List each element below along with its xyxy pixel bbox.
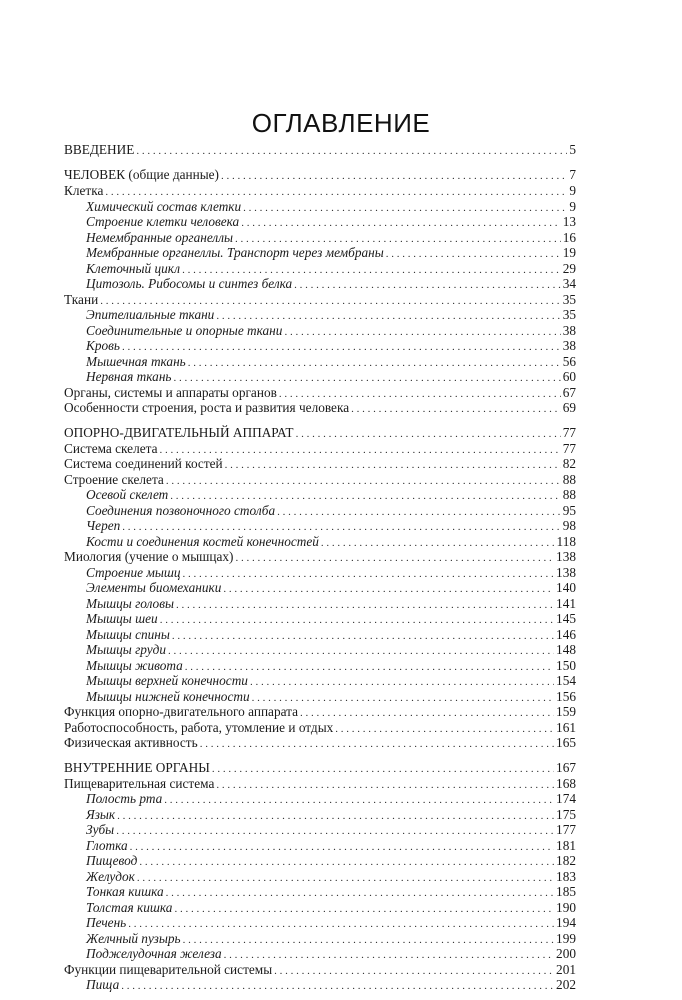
toc-leader-dots — [351, 400, 561, 417]
toc-leader-dots — [122, 518, 560, 535]
toc-page-number: 56 — [562, 354, 576, 369]
toc-page-number: 202 — [556, 977, 576, 992]
toc-subentry[interactable] — [86, 503, 576, 519]
toc-page-number: 35 — [562, 292, 576, 307]
toc-leader-dots — [166, 884, 554, 901]
toc-entry[interactable] — [64, 400, 576, 416]
toc-page-number: 88 — [562, 487, 576, 502]
toc-entry-title: Эпителиальные ткани — [86, 307, 215, 322]
toc-page-number: 16 — [562, 230, 576, 245]
toc-entry-title: Нервная ткань — [86, 369, 172, 384]
toc-entry[interactable] — [64, 142, 576, 158]
toc-entry[interactable] — [64, 735, 576, 751]
toc-entry[interactable] — [64, 425, 576, 441]
toc-entry-title: Функция опорно-двигательного аппарата — [64, 704, 299, 719]
toc-subentry[interactable] — [86, 596, 576, 612]
toc-leader-dots — [122, 338, 561, 355]
toc-entry-title: Желудок — [86, 869, 135, 884]
toc-leader-dots — [225, 456, 561, 473]
toc-page-number: 140 — [556, 580, 576, 595]
toc-entry-title: Кровь — [86, 338, 120, 353]
toc-subentry[interactable] — [86, 323, 576, 339]
toc-entry[interactable] — [64, 167, 576, 183]
toc-entry[interactable] — [64, 704, 576, 720]
toc-entry-title: Пища — [86, 977, 120, 992]
toc-page-number: 77 — [562, 441, 576, 456]
toc-entry-title: Строение скелета — [64, 472, 164, 487]
toc-entry-title: Система соединений костей — [64, 456, 223, 471]
toc-subentry[interactable] — [86, 869, 576, 885]
toc-subentry[interactable] — [86, 673, 576, 689]
toc-subentry[interactable] — [86, 261, 576, 277]
toc-subentry[interactable] — [86, 565, 576, 581]
toc-subentry[interactable] — [86, 580, 576, 596]
toc-entry-title: Мышцы шеи — [86, 611, 158, 626]
toc-leader-dots — [160, 611, 554, 628]
toc-page-number: 156 — [556, 689, 576, 704]
toc-page-number: 38 — [562, 338, 576, 353]
toc-leader-dots — [223, 580, 554, 597]
toc-entry-title: Клеточный цикл — [86, 261, 181, 276]
toc-entry-title: ВВЕДЕНИЕ — [64, 142, 135, 157]
toc-page-number: 183 — [556, 869, 576, 884]
toc-entry-title: Система скелета — [64, 441, 158, 456]
toc-leader-dots — [221, 167, 567, 184]
toc-entry-title: Строение клетки человека — [86, 214, 240, 229]
toc-entry-title: Желчный пузырь — [86, 931, 181, 946]
toc-page-number: 167 — [556, 760, 576, 775]
toc-entry-title: Немембранные органеллы — [86, 230, 234, 245]
toc-subentry[interactable] — [86, 627, 576, 643]
toc-entry-title: Тонкая кишка — [86, 884, 164, 899]
toc-page-number: 182 — [556, 853, 576, 868]
toc-subentry[interactable] — [86, 791, 576, 807]
toc-page-number: 88 — [562, 472, 576, 487]
toc-subentry[interactable] — [86, 611, 576, 627]
toc-entry-title: Органы, системы и аппараты органов — [64, 385, 277, 400]
toc-page-number: 181 — [556, 838, 576, 853]
toc-entry-title: Функции пищеварительной системы — [64, 962, 273, 977]
toc-page-number: 9 — [569, 199, 576, 214]
toc-entry[interactable] — [64, 292, 576, 308]
toc-page-number: 13 — [562, 214, 576, 229]
toc-entry[interactable] — [64, 385, 576, 401]
toc-leader-dots — [164, 791, 554, 808]
toc-entry-title: Глотка — [86, 838, 128, 853]
toc-page-number: 175 — [556, 807, 576, 822]
toc-page-number: 148 — [556, 642, 576, 657]
toc-leader-dots — [300, 704, 554, 721]
toc-page-number: 159 — [556, 704, 576, 719]
toc-leader-dots — [212, 760, 554, 777]
toc-page-number: 145 — [556, 611, 576, 626]
toc-subentry[interactable] — [86, 354, 576, 370]
toc-page-number: 98 — [562, 518, 576, 533]
toc-page-number: 35 — [562, 307, 576, 322]
toc-subentry[interactable] — [86, 689, 576, 705]
toc-leader-dots — [173, 369, 560, 386]
toc-entry-title: Ткани — [64, 292, 99, 307]
toc-subentry[interactable] — [86, 276, 576, 292]
toc-entry-title: Соединения позвоночного столба — [86, 503, 276, 518]
toc-entry-title: Миология (учение о мышцах) — [64, 549, 234, 564]
toc-leader-dots — [136, 142, 567, 159]
toc-entry[interactable] — [64, 776, 576, 792]
toc-leader-dots — [224, 946, 554, 963]
toc-subentry[interactable] — [86, 214, 576, 230]
toc-leader-dots — [105, 183, 567, 200]
toc-leader-dots — [200, 735, 554, 752]
toc-subentry[interactable] — [86, 307, 576, 323]
toc-page-number: 177 — [556, 822, 576, 837]
toc-page-number: 168 — [556, 776, 576, 791]
toc-entry[interactable] — [64, 962, 576, 978]
toc-page-number: 60 — [562, 369, 576, 384]
toc-entry-title: Пищевод — [86, 853, 138, 868]
toc-page-number: 174 — [556, 791, 576, 806]
toc-subentry[interactable] — [86, 487, 576, 503]
toc-leader-dots — [250, 673, 554, 690]
toc-page-number: 165 — [556, 735, 576, 750]
toc-entry-title: Язык — [86, 807, 116, 822]
toc-subentry[interactable] — [86, 822, 576, 838]
toc-entry-title: Зубы — [86, 822, 115, 837]
toc-leader-dots — [116, 822, 554, 839]
toc-page-number: 146 — [556, 627, 576, 642]
toc-page-number: 199 — [556, 931, 576, 946]
toc-entry-title: Клетка — [64, 183, 104, 198]
toc-page-number: 150 — [556, 658, 576, 673]
page-title: ОГЛАВЛЕНИЕ — [251, 108, 431, 138]
toc-leader-dots — [170, 487, 560, 504]
toc-entry-title: Полость рта — [86, 791, 163, 806]
toc-entry[interactable] — [64, 549, 576, 565]
toc-subentry[interactable] — [86, 534, 576, 550]
toc-entry-title: Пищеварительная система — [64, 776, 215, 791]
toc-leader-dots — [296, 425, 561, 442]
toc-page-number: 7 — [569, 167, 576, 182]
toc-page-number: 185 — [556, 884, 576, 899]
toc-entry-title: ВНУТРЕННИЕ ОРГАНЫ — [64, 760, 210, 775]
toc-subentry[interactable] — [86, 931, 576, 947]
toc-entry-title: Химический состав клетки — [86, 199, 242, 214]
toc-page-number: 77 — [562, 425, 576, 440]
toc-entry-title: Толстая кишка — [86, 900, 173, 915]
toc-page-number: 161 — [556, 720, 576, 735]
toc-page-number: 69 — [562, 400, 576, 415]
toc-entry-title: Мышцы нижней конечности — [86, 689, 250, 704]
toc-entry-title: Элементы биомеханики — [86, 580, 222, 595]
toc-leader-dots — [216, 307, 560, 324]
toc-entry-title: ЧЕЛОВЕК (общие данные) — [64, 167, 219, 182]
toc-page-number: 82 — [562, 456, 576, 471]
toc-page-number: 194 — [556, 915, 576, 930]
toc-page-number: 201 — [556, 962, 576, 977]
toc-entry-title: Мышцы груди — [86, 642, 166, 657]
toc-entry[interactable] — [64, 456, 576, 472]
toc-subentry[interactable] — [86, 338, 576, 354]
toc-entry-title: Соединительные и опорные ткани — [86, 323, 283, 338]
toc-subentry[interactable] — [86, 658, 576, 674]
toc-page-number: 29 — [562, 261, 576, 276]
toc-entry-title: Цитозоль. Рибосомы и синтез белка — [86, 276, 293, 291]
toc-page-number: 190 — [556, 900, 576, 915]
toc-entry-title: Работоспособность, работа, утомление и отдых — [64, 720, 334, 735]
toc-leader-dots — [168, 642, 554, 659]
toc-subentry[interactable] — [86, 245, 576, 261]
toc-entry-title: Строение мышц — [86, 565, 181, 580]
toc-entry-title: Мембранные органеллы. Транспорт через мембраны — [86, 245, 384, 260]
toc-subentry[interactable] — [86, 807, 576, 823]
toc-page-number: 9 — [569, 183, 576, 198]
toc-entry-title: Мышцы живота — [86, 658, 183, 673]
toc-entry-title: ОПОРНО-ДВИГАТЕЛЬНЫЙ АППАРАТ — [64, 425, 294, 440]
toc-leader-dots — [139, 853, 554, 870]
toc-page-number: 118 — [556, 534, 576, 549]
toc-leader-dots — [128, 915, 554, 932]
toc-page-number: 138 — [556, 549, 576, 564]
toc-subentry[interactable] — [86, 884, 576, 900]
toc-entry[interactable] — [64, 720, 576, 736]
toc-leader-dots — [386, 245, 561, 262]
toc-entry-title: Кости и соединения костей конечностей — [86, 534, 319, 549]
toc-subentry[interactable] — [86, 642, 576, 658]
toc-entry-title: Физическая активность — [64, 735, 198, 750]
toc-subentry[interactable] — [86, 915, 576, 931]
toc-leader-dots — [121, 977, 554, 994]
toc-subentry[interactable] — [86, 369, 576, 385]
toc-page-number: 5 — [569, 142, 576, 157]
toc-subentry[interactable] — [86, 838, 576, 854]
toc-entry[interactable] — [64, 441, 576, 457]
toc-page-number: 141 — [556, 596, 576, 611]
toc-entry[interactable] — [64, 760, 576, 776]
toc-subentry[interactable] — [86, 230, 576, 246]
toc-page-number: 138 — [556, 565, 576, 580]
toc-entry-title: Мышцы верхней конечности — [86, 673, 248, 688]
toc-subentry[interactable] — [86, 977, 576, 993]
toc-subentry[interactable] — [86, 853, 576, 869]
toc-subentry[interactable] — [86, 518, 576, 534]
toc-page-number: 34 — [562, 276, 576, 291]
toc-leader-dots — [235, 549, 554, 566]
toc-entry[interactable] — [64, 183, 576, 199]
toc-subentry[interactable] — [86, 199, 576, 215]
toc-page-number: 95 — [562, 503, 576, 518]
toc-page-number: 38 — [562, 323, 576, 338]
toc-page-number: 67 — [562, 385, 576, 400]
toc-entry-title: Мышечная ткань — [86, 354, 186, 369]
toc-entry-title: Мышцы головы — [86, 596, 174, 611]
toc-page-number: 19 — [562, 245, 576, 260]
toc-page-number: 200 — [556, 946, 576, 961]
toc-entry[interactable] — [64, 472, 576, 488]
toc-subentry[interactable] — [86, 946, 576, 962]
toc-entry-title: Мышцы спины — [86, 627, 170, 642]
toc-entry-title: Печень — [86, 915, 127, 930]
toc-entry-title: Особенности строения, роста и развития человека — [64, 400, 350, 415]
toc-subentry[interactable] — [86, 900, 576, 916]
toc-leader-dots — [294, 276, 561, 293]
toc-page-number: 154 — [556, 673, 576, 688]
toc-entry-title: Череп — [86, 518, 121, 533]
toc-leader-dots — [241, 214, 561, 231]
toc-entry-title: Осевой скелет — [86, 487, 169, 502]
toc-entry-title: Поджелудочная железа — [86, 946, 222, 961]
